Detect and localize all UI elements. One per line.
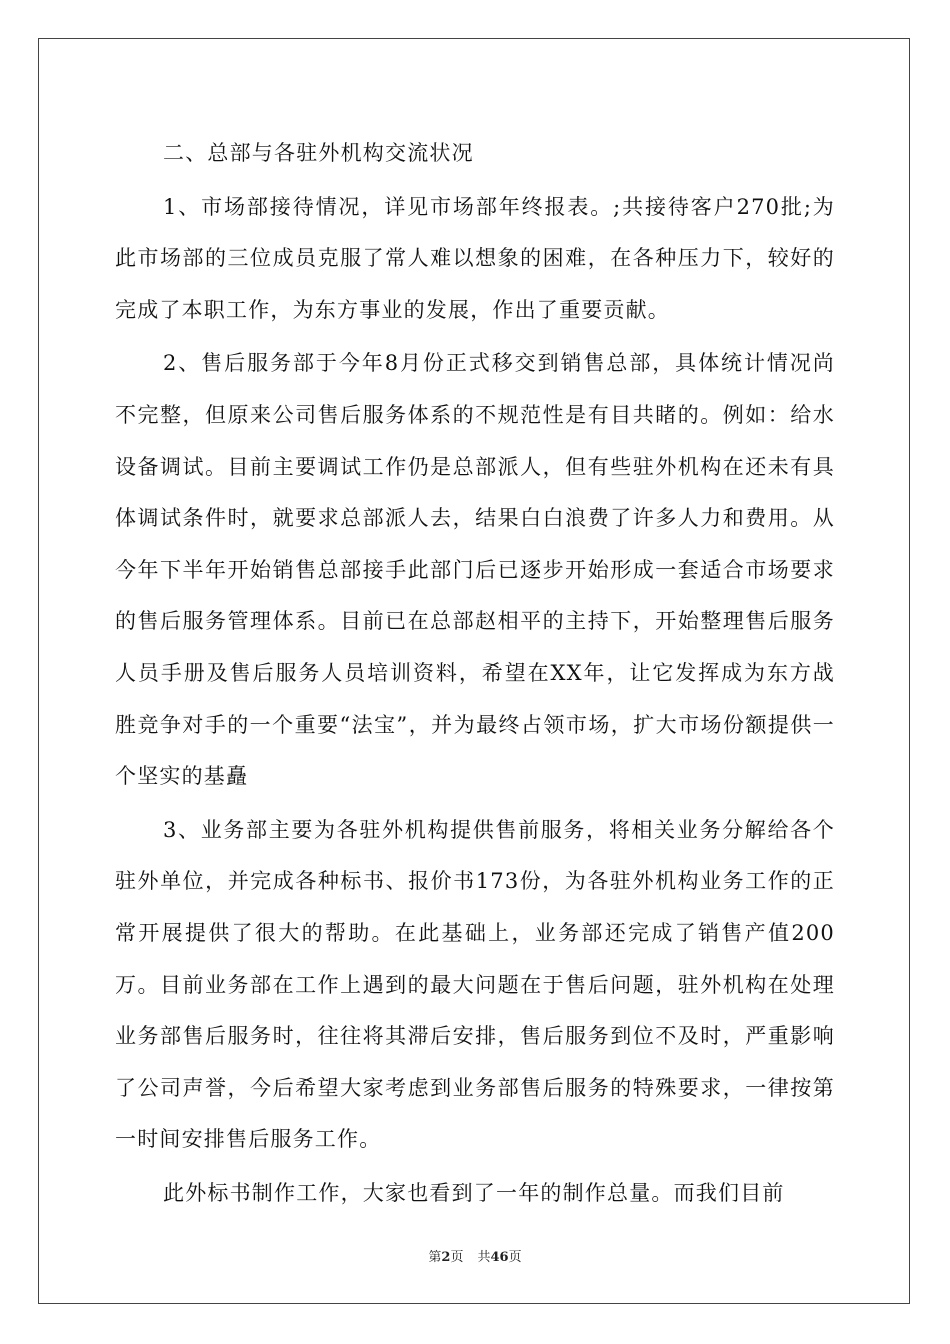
page-unit: 页 xyxy=(450,1250,464,1265)
page-prefix: 第 xyxy=(428,1250,442,1265)
page-total: 46 xyxy=(490,1250,509,1265)
total-prefix: 共 xyxy=(477,1250,491,1265)
paragraph-4: 此外标书制作工作，大家也看到了一年的制作总量。而我们目前 xyxy=(163,1180,785,1205)
page-number: 2 xyxy=(441,1250,451,1265)
page-footer xyxy=(0,1246,950,1265)
section-heading: 二、总部与各驻外机构交流状况 xyxy=(163,141,474,165)
paragraph-1: 1、市场部接待情况，详见市场部年终报表。;共接待客户270批;为此市场部的三位成员克服了常人难以想象的困难，在各种压力下，较好的完成了本职工作，为东方事业的发展，作出了重要贡献。 xyxy=(115,194,835,322)
document-body xyxy=(115,128,835,1221)
total-unit: 页 xyxy=(508,1250,522,1265)
paragraph-2: 2、售后服务部于今年8月份正式移交到销售总部，具体统计情况尚不完整，但原来公司售后服务体系的不规范性是有目共睹的。例如：给水设备调试。目前主要调试工作仍是总部派人，但有些驻外机构在还未有具体调试条件时，就要求总部派人去，结果白白浪费了许多人力和费用。从今年下半年开始销售总部接手此部门后已逐步开始形成一套适合市场要求的售后服务管理体系。目前已在总部赵相平的主持下，开始整理售后服务人员手册及售后服务人员培训资料，希望在XX年，让它发挥成为东方战胜竞争对手的一个重要“法宝”，并为最终占领市场，扩大市场份额提供一个坚实的基矗 xyxy=(115,351,835,789)
paragraph-3: 3、业务部主要为各驻外机构提供售前服务，将相关业务分解给各个驻外单位，并完成各种标书、报价书173份，为各驻外机构业务工作的正常开展提供了很大的帮助。在此基础上，业务部还完成了销售产值200万。目前业务部在工作上遇到的最大问题在于售后问题，驻外机构在处理业务部售后服务时，往往将其滞后安排，售后服务到位不及时，严重影响了公司声誉，今后希望大家考虑到业务部售后服务的特殊要求，一律按第一时间安排售后服务工作。 xyxy=(115,817,835,1152)
